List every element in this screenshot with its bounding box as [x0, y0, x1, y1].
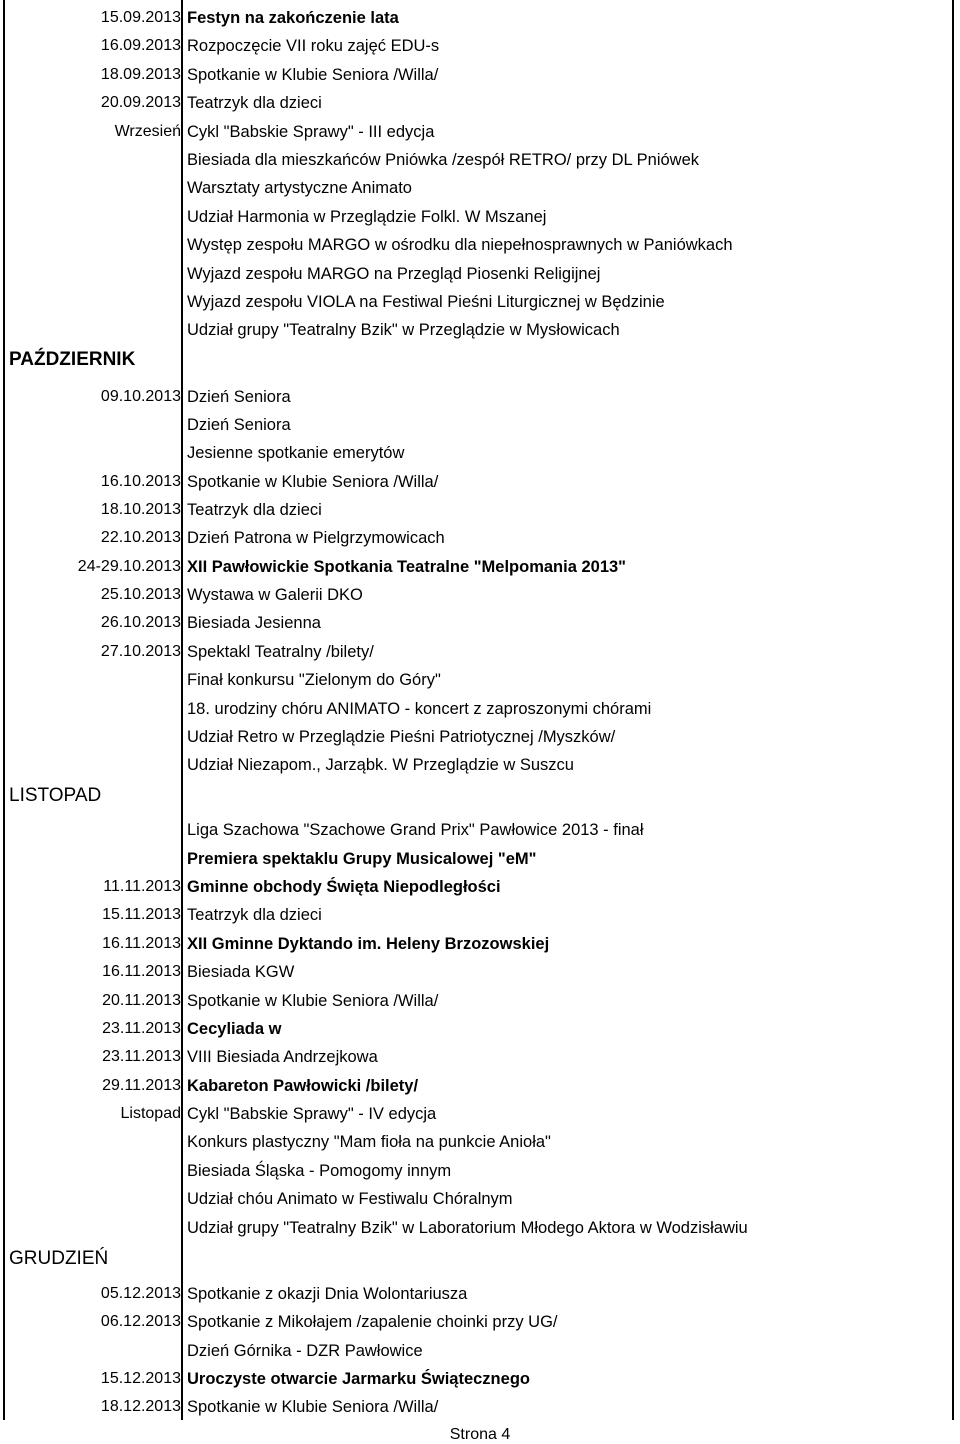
event-date: 18.10.2013	[100, 501, 181, 518]
event-date: 22.10.2013	[100, 529, 181, 546]
event-description: XII Pawłowickie Spotkania Teatralne "Melpomania 2013"	[187, 558, 626, 576]
event-date: 20.11.2013	[102, 992, 181, 1009]
event-description: VIII Biesiada Andrzejkowa	[187, 1048, 378, 1066]
event-description: Cecyliada w	[187, 1020, 282, 1038]
event-date: 05.12.2013	[100, 1285, 181, 1302]
month-heading: LISTOPAD	[9, 785, 102, 806]
page-footer: Strona 4	[449, 1426, 511, 1443]
event-date: 18.09.2013	[100, 66, 181, 83]
event-description: Biesiada KGW	[187, 963, 295, 981]
event-date: 16.11.2013	[102, 963, 181, 980]
event-date: 26.10.2013	[100, 614, 181, 631]
event-description: Premiera spektaklu Grupy Musicalowej "eM"	[187, 850, 537, 868]
right-border-line	[952, 0, 954, 1420]
event-description: Udział Niezapom., Jarząbk. W Przeglądzie w Suszcu	[187, 756, 574, 774]
event-description: Spotkanie z okazji Dnia Wolontariusza	[187, 1285, 468, 1303]
event-date: 06.12.2013	[100, 1313, 181, 1330]
month-heading: GRUDZIEŃ	[9, 1248, 109, 1269]
event-description: Biesiada dla mieszkańców Pniówka /zespół RETRO/ przy DL Pniówek	[187, 151, 700, 169]
event-description: Dzień Górnika - DZR Pawłowice	[187, 1342, 423, 1360]
event-date: 20.09.2013	[100, 94, 181, 111]
event-description: Spektakl Teatralny /bilety/	[187, 643, 374, 661]
event-description: Liga Szachowa "Szachowe Grand Prix" Pawłowice 2013 - finał	[187, 821, 644, 839]
event-description: Biesiada Śląska - Pomogomy innym	[187, 1162, 452, 1180]
event-date: 16.09.2013	[100, 37, 181, 54]
event-description: Udział Retro w Przeglądzie Pieśni Patriotycznej /Myszków/	[187, 728, 616, 746]
event-description: Teatrzyk dla dzieci	[187, 501, 322, 519]
event-description: Cykl "Babskie Sprawy" - IV edycja	[187, 1105, 437, 1123]
event-date: 18.12.2013	[100, 1398, 181, 1415]
event-description: Spotkanie w Klubie Seniora /Willa/	[187, 473, 439, 491]
event-description: Spotkanie w Klubie Seniora /Willa/	[187, 66, 439, 84]
event-description: Biesiada Jesienna	[187, 614, 321, 632]
event-description: Wyjazd zespołu VIOLA na Festiwal Pieśni Liturgicznej w Będzinie	[187, 293, 665, 311]
event-description: Konkurs plastyczny "Mam fioła na punkcie Anioła"	[187, 1133, 551, 1151]
month-heading: PAŹDZIERNIK	[9, 349, 136, 370]
event-description: Spotkanie w Klubie Seniora /Willa/	[187, 1398, 439, 1416]
event-description: Warsztaty artystyczne Animato	[187, 179, 412, 197]
event-date: 27.10.2013	[100, 643, 181, 660]
event-date: 11.11.2013	[103, 878, 181, 895]
event-description: Cykl "Babskie Sprawy" - III edycja	[187, 123, 435, 141]
event-description: Udział grupy "Teatralny Bzik" w Przeglądzie w Mysłowicach	[187, 321, 620, 339]
event-description: Rozpoczęcie VII roku zajęć EDU-s	[187, 37, 440, 55]
left-border-line	[3, 0, 5, 1420]
event-date: 24-29.10.2013	[77, 558, 181, 575]
event-description: Festyn na zakończenie lata	[187, 9, 399, 27]
event-date: Wrzesień	[114, 123, 181, 140]
event-description: XII Gminne Dyktando im. Heleny Brzozowskiej	[187, 935, 550, 953]
event-description: 18. urodziny chóru ANIMATO - koncert z zaproszonymi chórami	[187, 700, 652, 718]
event-description: Gminne obchody Święta Niepodległości	[187, 878, 501, 896]
event-description: Finał konkursu "Zielonym do Góry"	[187, 671, 441, 689]
event-date: 15.12.2013	[100, 1370, 181, 1387]
event-description: Kabareton Pawłowicki /bilety/	[187, 1077, 419, 1095]
event-description: Dzień Seniora	[187, 416, 291, 434]
column-divider-line	[181, 0, 183, 1420]
event-description: Spotkanie z Mikołajem /zapalenie choinki przy UG/	[187, 1313, 558, 1331]
event-date: 23.11.2013	[102, 1048, 181, 1065]
event-description: Uroczyste otwarcie Jarmarku Świątecznego	[187, 1370, 530, 1388]
event-date: 16.10.2013	[100, 473, 181, 490]
event-description: Udział grupy "Teatralny Bzik" w Laboratorium Młodego Aktora w Wodzisławiu	[187, 1219, 748, 1237]
event-description: Wyjazd zespołu MARGO na Przegląd Piosenki Religijnej	[187, 265, 601, 283]
event-date: 09.10.2013	[100, 388, 181, 405]
event-description: Teatrzyk dla dzieci	[187, 906, 322, 924]
event-description: Dzień Patrona w Pielgrzymowicach	[187, 529, 445, 547]
event-description: Jesienne spotkanie emerytów	[187, 444, 405, 462]
event-description: Udział chóu Animato w Festiwalu Chóralnym	[187, 1190, 513, 1208]
event-description: Wystawa w Galerii DKO	[187, 586, 363, 604]
event-description: Teatrzyk dla dzieci	[187, 94, 322, 112]
event-description: Dzień Seniora	[187, 388, 291, 406]
event-date: Listopad	[120, 1105, 181, 1122]
event-date: 29.11.2013	[102, 1077, 181, 1094]
event-date: 15.09.2013	[100, 9, 181, 26]
event-date: 16.11.2013	[102, 935, 181, 952]
event-description: Udział Harmonia w Przeglądzie Folkl. W Mszanej	[187, 208, 547, 226]
event-date: 23.11.2013	[102, 1020, 181, 1037]
event-date: 15.11.2013	[102, 906, 181, 923]
event-date: 25.10.2013	[100, 586, 181, 603]
event-description: Występ zespołu MARGO w ośrodku dla niepełnosprawnych w Paniówkach	[187, 236, 733, 254]
event-description: Spotkanie w Klubie Seniora /Willa/	[187, 992, 439, 1010]
